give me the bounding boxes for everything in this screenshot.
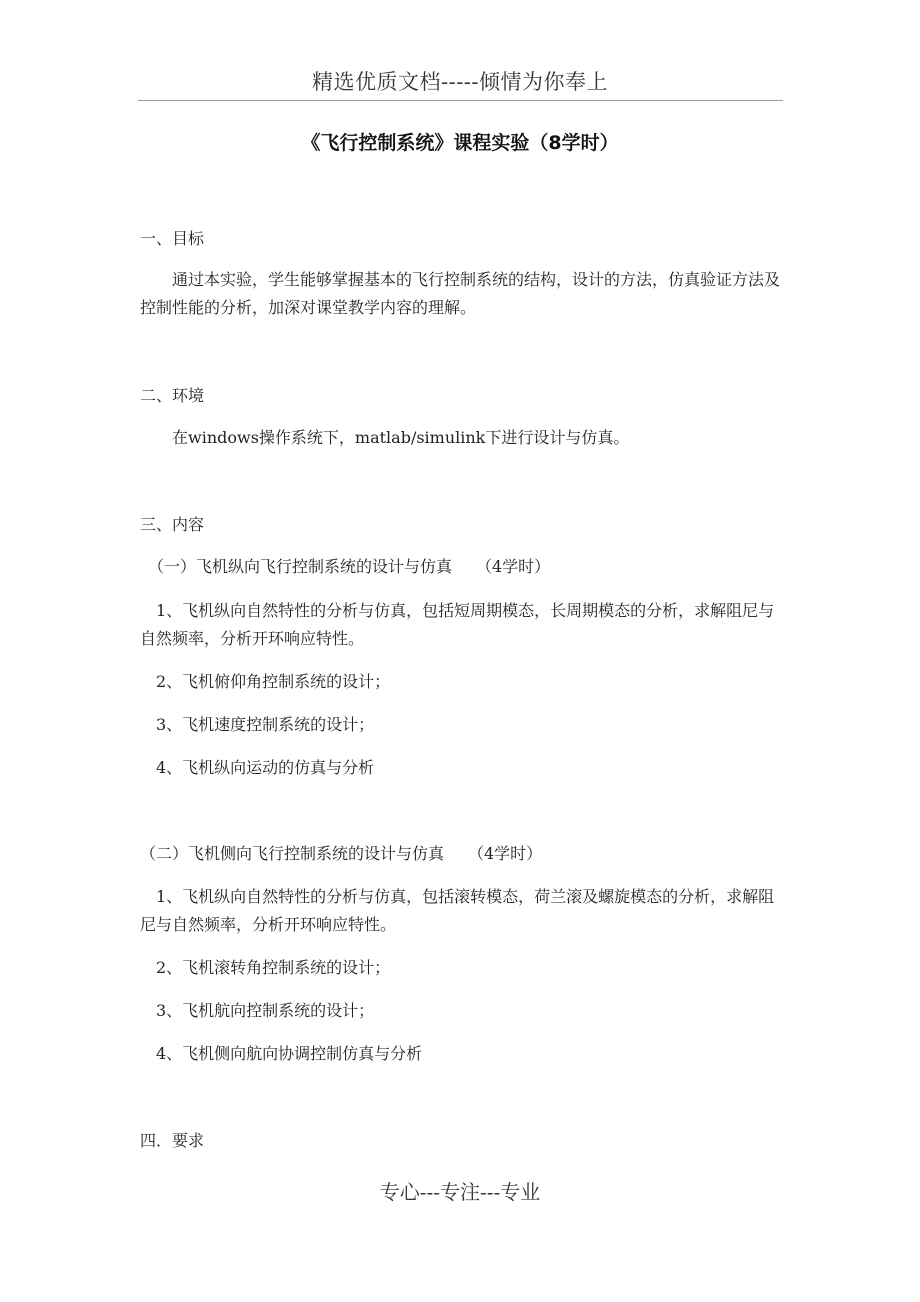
section-heading-goal: 一、目标 [140, 229, 205, 248]
list-item: 3、飞机速度控制系统的设计； [140, 715, 375, 734]
page-header: 精选优质文档-----倾情为你奉上 [312, 70, 608, 94]
section-body-environment: 在windows操作系统下，matlab/simulink下进行设计与仿真。 [140, 428, 630, 447]
section-heading-content: 三、内容 [140, 515, 205, 534]
page-footer: 专心---专注---专业 [379, 1180, 541, 1204]
section-heading-environment: 二、环境 [140, 386, 205, 405]
list-item: 1、飞机纵向自然特性的分析与仿真，包括短周期模态，长周期模态的分析，求解阻尼与自然频率，分析开环响应特性。 [140, 601, 775, 648]
list-item: 1、飞机纵向自然特性的分析与仿真，包括滚转模态，荷兰滚及螺旋模态的分析，求解阻尼与自然频率，分析开环响应特性。 [140, 887, 775, 934]
header-divider [138, 100, 783, 101]
subsection-title-lateral: （二）飞机侧向飞行控制系统的设计与仿真 （4学时） [140, 844, 543, 863]
subsection-title-longitudinal: （一）飞机纵向飞行控制系统的设计与仿真 （4学时） [140, 557, 551, 576]
document-title: 《飞行控制系统》课程实验（8学时） [301, 132, 619, 154]
section-heading-requirements: 四．要求 [140, 1131, 205, 1150]
list-item: 4、飞机纵向运动的仿真与分析 [140, 758, 375, 777]
list-item: 2、飞机滚转角控制系统的设计； [140, 958, 391, 977]
list-item: 3、飞机航向控制系统的设计； [140, 1001, 375, 1020]
section-body-goal: 通过本实验，学生能够掌握基本的飞行控制系统的结构，设计的方法，仿真验证方法及控制性能的分析，加深对课堂教学内容的理解。 [140, 270, 781, 317]
list-item: 2、飞机俯仰角控制系统的设计； [140, 672, 391, 691]
list-item: 4、飞机侧向航向协调控制仿真与分析 [140, 1044, 423, 1063]
